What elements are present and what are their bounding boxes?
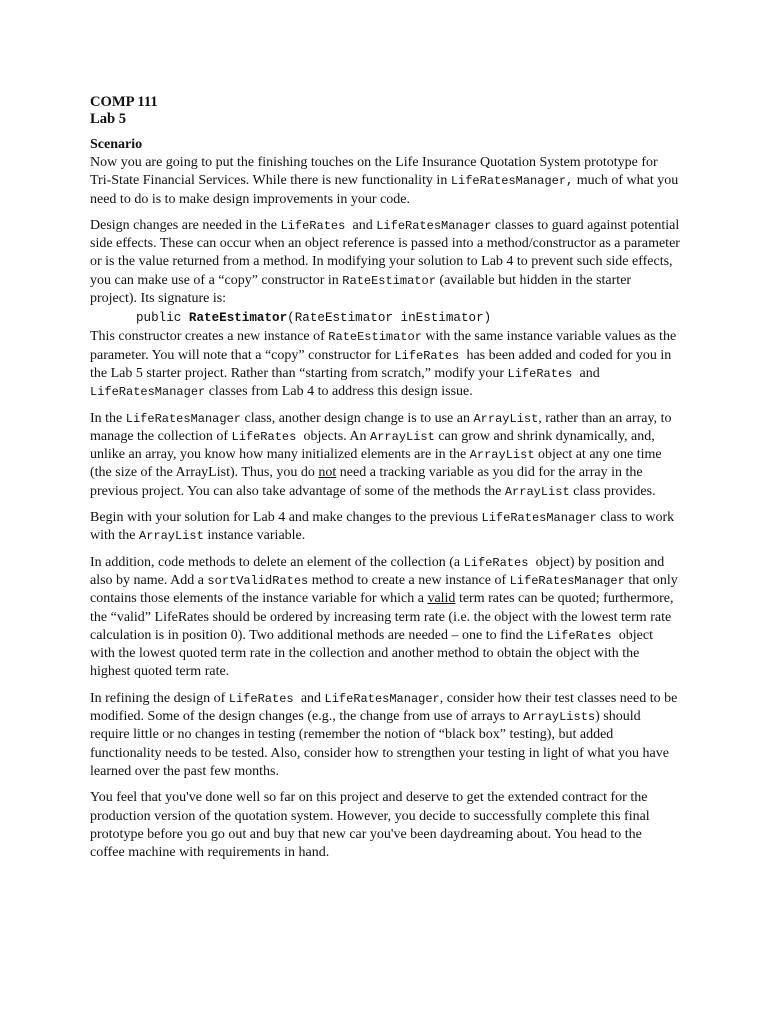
code-term: LifeRates <box>231 429 304 444</box>
code-term: LifeRates <box>280 218 353 233</box>
code-term: ArrayList <box>469 448 535 463</box>
paragraph-intro: Now you are going to put the finishing touches on the Life Insurance Quotation System prototype for Tri-State Financial Services. While there is new functionality in LifeRatesManager, much of what you need to do is to make design improvements in your code. <box>90 155 679 207</box>
code-term: LifeRatesManager <box>509 573 625 588</box>
code-term: LifeRatesManager <box>324 691 440 706</box>
code-term: LifeRatesManager, <box>450 174 574 189</box>
code-term: RateEstimator <box>342 273 436 288</box>
code-term: ArrayList <box>370 429 435 444</box>
code-term: LifeRates <box>507 366 580 381</box>
code-term: LifeRatesManager <box>90 385 206 400</box>
code-term: ArrayList <box>139 529 204 544</box>
code-term: LifeRatesManager <box>125 411 241 426</box>
code-term: LifeRates <box>463 555 536 570</box>
paragraph-begin: Begin with your solution for Lab 4 and make changes to the previous LifeRatesManager class to work with the ArrayList instance variable. <box>90 510 675 544</box>
paragraph-arraylist: In the LifeRatesManager class, another design change is to use an ArrayList, rather than an array, to manage the collection of LifeRates objects. An ArrayList can grow and shrink dynamically, and, unlike an array, you know how many initialized elements are in the ArrayList object at any one time (the size of the ArrayList). Thus, you do not need a tracking variable as you did for the array in the previous project. You can also take advantage of some of the methods the ArrayList class provides. <box>90 410 672 499</box>
scenario-heading: Scenario <box>90 137 143 152</box>
code-term: LifeRatesManager <box>481 511 597 526</box>
code-term: ArrayList <box>473 411 539 426</box>
code-term: LifeRates <box>228 691 301 706</box>
code-term: LifeRates <box>394 348 467 363</box>
code-term: RateEstimator <box>328 330 422 345</box>
code-term: sortValidRates <box>207 573 309 588</box>
code-term: LifeRates <box>546 628 619 643</box>
emphasis-valid: valid <box>427 591 456 607</box>
paragraph-copy-constructor: This constructor creates a new instance of RateEstimator with the same instance variable values as the parameter. You will note that a “copy” constructor for LifeRates has been added and coded for you in the Lab 5 starter project. Rather than “starting from scratch,” modify your LifeRates and LifeRatesManager classes from Lab 4 to address this design issue. <box>90 329 677 400</box>
constructor-signature: public RateEstimator(RateEstimator inEstimator) <box>136 311 492 326</box>
paragraph-testing: In refining the design of LifeRates and LifeRatesManager, consider how their test classes need to be modified. Some of the design changes (e.g., the change from use of arrays to ArrayLists) should require little or no changes in testing (remember the notion of “black box” testing), but added functionality needs to be tested. Also, consider how to strengthen your testing in light of what you have learned over the past few months. <box>90 690 678 779</box>
code-term: ArrayList <box>504 484 570 499</box>
paragraph-conclusion: You feel that you've done well so far on this project and deserve to get the extended contract for the production version of the quotation system. However, you decide to successfully complete this final prototype before you go out and buy that new car you've been daydreaming about. You head to the coffee machine with requirements in hand. <box>90 790 650 861</box>
lab-title: Lab 5 <box>90 111 127 127</box>
code-term: LifeRatesManager <box>376 218 492 233</box>
code-term: ArrayLists <box>523 710 596 725</box>
paragraph-design-changes: Design changes are needed in the LifeRates and LifeRatesManager classes to guard against potential side effects. These can occur when an object reference is passed into a method/constructor as a parameter or is the value returned from a method. In modifying your solution to Lab 4 to prevent such side effects, you can make use of a “copy” constructor in RateEstimator (available but hidden in the starter project). Its signature is: <box>90 217 680 307</box>
document-page <box>90 94 680 870</box>
paragraph-additional-methods: In addition, code methods to delete an element of the collection (a LifeRates object) by position and also by name. Add a sortValidRates method to create a new instance of LifeRatesManager that only contains those elements of the instance variable for which a valid term rates can be quoted; furthermore, the “valid” LifeRates should be ordered by increasing term rate (i.e. the object with the lowest term rate calculation is in position 0). Two additional methods are needed – one to find the LifeRates object with the lowest quoted term rate in the collection and another method to obtain the object with the highest quoted term rate. <box>90 554 678 680</box>
course-title: COMP 111 <box>90 94 158 110</box>
emphasis-not: not <box>318 465 337 481</box>
